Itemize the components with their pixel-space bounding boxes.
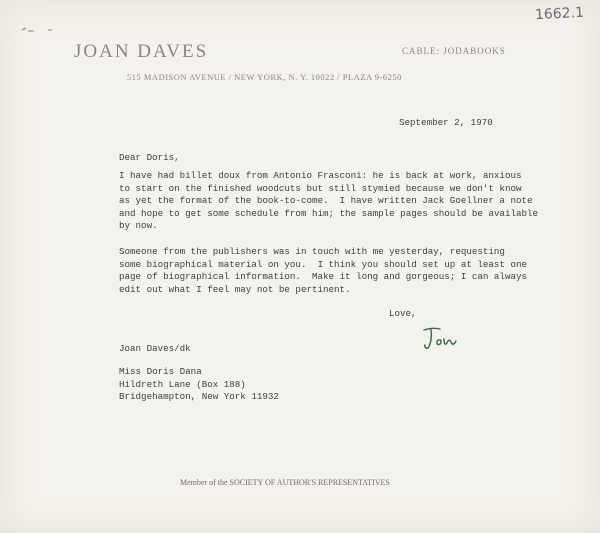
typist-initials: Joan Daves/dk — [119, 343, 191, 354]
closing: Love, — [389, 308, 417, 319]
letterhead-cable: CABLE: JODABOOKS — [402, 46, 506, 56]
recipient-address: Miss Doris Dana Hildreth Lane (Box 188) Bridgehampton, New York 11932 — [119, 366, 279, 402]
body-paragraph-2: Someone from the publishers was in touch with me yesterday, requesting some biographical material on you. I think you should set up at least one page of biographical information. Make it long and gorgeous; I can always edit out what I feel may not be pertinent. — [119, 246, 527, 295]
salutation: Dear Doris, — [119, 152, 180, 163]
handwritten-signature — [420, 324, 460, 352]
corner-mark — [20, 24, 54, 34]
archive-number: 1662.1 — [534, 4, 585, 24]
letterhead-address: 515 MADISON AVENUE / NEW YORK, N. Y. 10022 / PLAZA 9-6250 — [127, 72, 402, 82]
letterhead-name: JOAN DAVES — [74, 41, 209, 62]
footer-membership: Member of the SOCIETY OF AUTHOR'S REPRESENTATIVES — [180, 478, 390, 487]
body-paragraph-1: I have had billet doux from Antonio Frasconi: he is back at work, anxious to start on the finished woodcuts but still stymied because we don't know as yet the format of the book-to-come. I have written Jack Goellner a note and hope to get some schedule from him; the sample pages should be available by now. — [119, 170, 539, 231]
letter-date: September 2, 1970 — [399, 117, 493, 128]
